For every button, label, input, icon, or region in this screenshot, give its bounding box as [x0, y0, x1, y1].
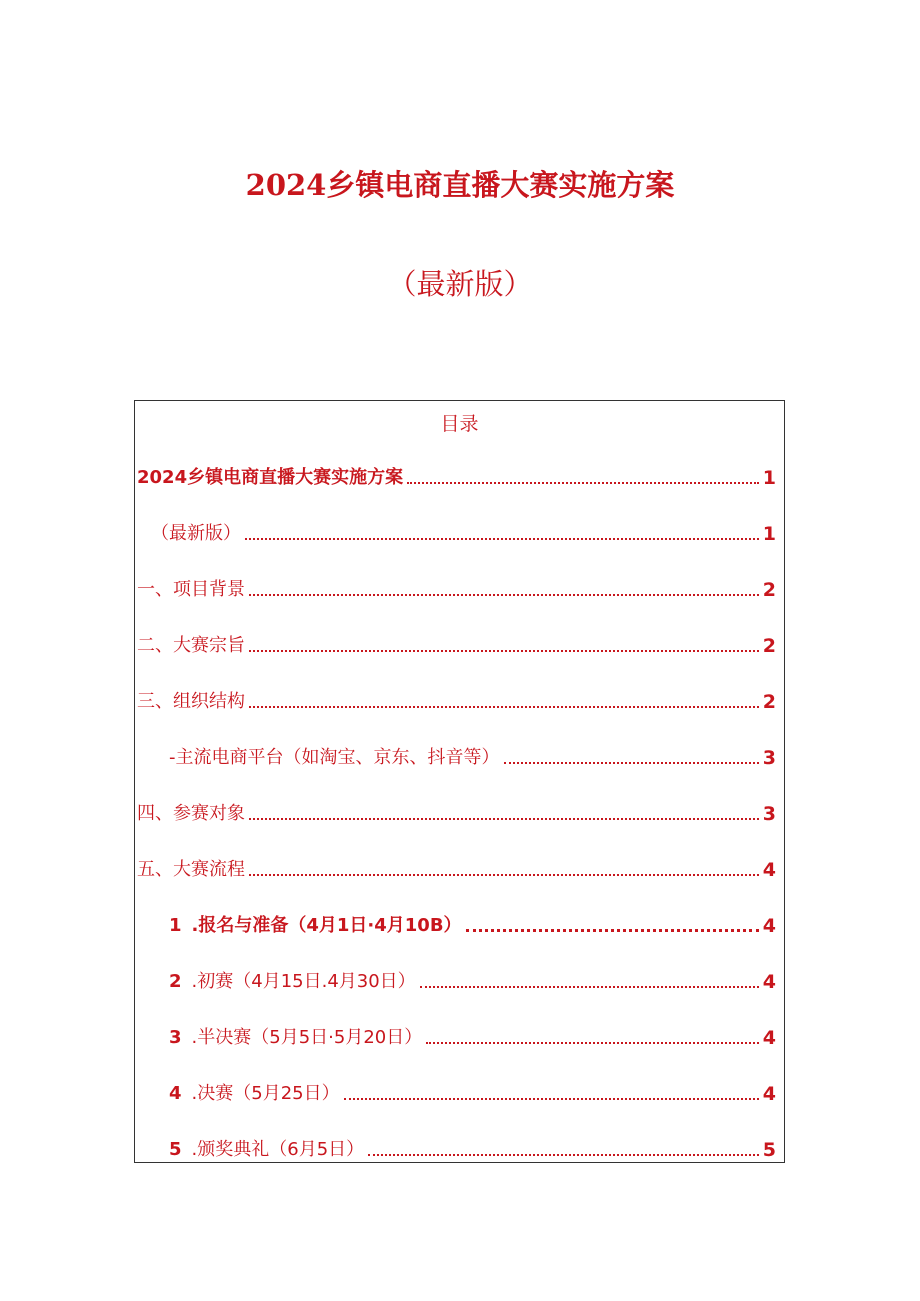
- toc-leader-dots: [368, 1154, 759, 1156]
- toc-entry-label: 2024乡镇电商直播大赛实施方案: [137, 467, 404, 488]
- toc-leader-dots: [245, 538, 759, 540]
- toc-entry-label: 五、大赛流程: [137, 859, 245, 880]
- toc-entry[interactable]: [137, 631, 776, 657]
- toc-entry-label: （最新版）: [151, 523, 241, 544]
- toc-leader-dots: [466, 929, 759, 932]
- toc-entry-number: 1: [169, 915, 182, 936]
- toc-leader-dots: [249, 706, 759, 708]
- toc-entry-label: .初赛（4月15日.4月30日）: [191, 971, 416, 992]
- toc-leader-dots: [249, 650, 759, 652]
- toc-entry-label: .颁奖典礼（6月5日）: [191, 1139, 365, 1160]
- toc-entry-label: 一、项目背景: [137, 579, 245, 600]
- toc-entry-label: -主流电商平台（如淘宝、京东、抖音等）: [169, 747, 500, 768]
- toc-leader-dots: [249, 818, 759, 820]
- toc-entry-page: 1: [762, 523, 776, 545]
- toc-entry[interactable]: [169, 1023, 776, 1049]
- toc-entry-page: 1: [762, 467, 776, 489]
- toc-entry[interactable]: [169, 967, 776, 993]
- toc-entry-page: 4: [762, 1083, 776, 1105]
- toc-entry[interactable]: [137, 799, 776, 825]
- toc-entry-page: 4: [762, 1027, 776, 1049]
- toc-leader-dots: [249, 594, 759, 596]
- toc-entry-page: 3: [762, 803, 776, 825]
- toc-entry-page: 5: [762, 1139, 776, 1161]
- toc-entry-label: .半决赛（5月5日·5月20日）: [191, 1027, 423, 1048]
- toc-entry-label: 四、参赛对象: [137, 803, 245, 824]
- toc-entry[interactable]: [137, 463, 776, 489]
- toc-entry-number: 5: [169, 1139, 182, 1160]
- toc-entry-number: 4: [169, 1083, 182, 1104]
- toc-entry[interactable]: [169, 743, 776, 769]
- document-title: 2024乡镇电商直播大赛实施方案: [245, 168, 675, 202]
- toc-entry-page: 4: [762, 859, 776, 881]
- toc-entry-page: 2: [762, 635, 776, 657]
- toc-entry-page: 4: [762, 915, 776, 937]
- toc-entry-page: 2: [762, 691, 776, 713]
- toc-heading: 目录: [440, 413, 479, 435]
- toc-entry[interactable]: [137, 575, 776, 601]
- toc-leader-dots: [420, 986, 759, 988]
- toc-leader-dots: [407, 482, 759, 484]
- toc-entry-page: 3: [762, 747, 776, 769]
- toc-leader-dots: [344, 1098, 759, 1100]
- toc-entry[interactable]: [169, 1079, 776, 1105]
- toc-entry-label: 三、组织结构: [137, 691, 245, 712]
- toc-entry[interactable]: [169, 911, 776, 937]
- toc-leader-dots: [426, 1042, 759, 1044]
- toc-entry[interactable]: [169, 1135, 776, 1161]
- toc-entry-label: 二、大赛宗旨: [137, 635, 245, 656]
- toc-entry-number: 3: [169, 1027, 182, 1048]
- toc-entry-label: .决赛（5月25日）: [191, 1083, 340, 1104]
- toc-leader-dots: [249, 874, 759, 876]
- toc-entry-label: .报名与准备（4月1日·4月10B）: [191, 915, 462, 936]
- toc-entry-page: 4: [762, 971, 776, 993]
- toc-entry-number: 2: [169, 971, 182, 992]
- toc-leader-dots: [504, 762, 759, 764]
- table-of-contents: [134, 400, 785, 1163]
- toc-entry-page: 2: [762, 579, 776, 601]
- document-subtitle: （最新版）: [387, 267, 533, 301]
- toc-entry[interactable]: [137, 855, 776, 881]
- toc-entry[interactable]: [137, 687, 776, 713]
- toc-entry[interactable]: [151, 519, 776, 545]
